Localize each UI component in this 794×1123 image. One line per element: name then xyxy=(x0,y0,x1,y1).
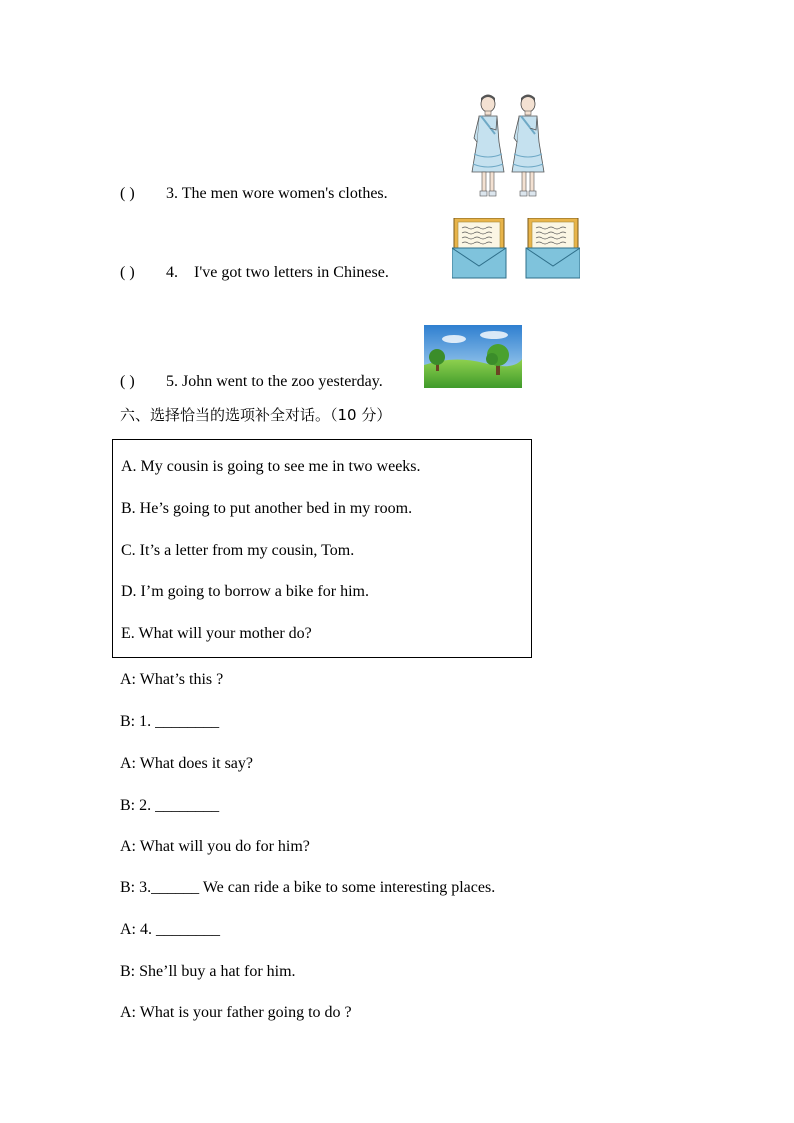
dialogue-line-8: B: She’ll buy a hat for him. xyxy=(120,963,296,980)
two-letters-icon xyxy=(452,218,580,280)
option-b: B. He’s going to put another bed in my room. xyxy=(121,500,413,517)
options-box xyxy=(112,439,532,658)
section-6-heading: 六、选择恰当的选项补全对话。（10 分） xyxy=(120,406,392,424)
dialogue-line-9: A: What is your father going to do ? xyxy=(120,1004,352,1021)
dialogue-line-4[interactable]: B: 2. ________ xyxy=(120,797,220,814)
dialogue-line-7[interactable]: A: 4. ________ xyxy=(120,921,220,938)
answer-blank-4[interactable]: ( ) xyxy=(120,264,135,281)
dialogue-line-5: A: What will you do for him? xyxy=(120,838,310,855)
option-e: E. What will your mother do? xyxy=(121,625,312,642)
dialogue-line-2[interactable]: B: 1. ________ xyxy=(120,713,220,730)
dialogue-line-6[interactable]: B: 3.______ We can ride a bike to some interesting places. xyxy=(120,879,496,896)
answer-blank-5[interactable]: ( ) xyxy=(120,373,135,390)
answer-blank-3[interactable]: ( ) xyxy=(120,185,135,202)
dialogue-line-1: A: What’s this ? xyxy=(120,671,224,688)
dialogue-line-3: A: What does it say? xyxy=(120,755,254,772)
question-5-text: 5. John went to the zoo yesterday. xyxy=(166,373,383,390)
park-landscape-icon xyxy=(424,325,522,388)
twin-women-figures-icon xyxy=(468,94,548,202)
question-3-text: 3. The men wore women's clothes. xyxy=(166,185,388,202)
option-a: A. My cousin is going to see me in two weeks. xyxy=(121,458,421,475)
option-d: D. I’m going to borrow a bike for him. xyxy=(121,583,369,600)
option-c: C. It’s a letter from my cousin, Tom. xyxy=(121,542,355,559)
question-4-text: 4. I've got two letters in Chinese. xyxy=(166,264,389,281)
